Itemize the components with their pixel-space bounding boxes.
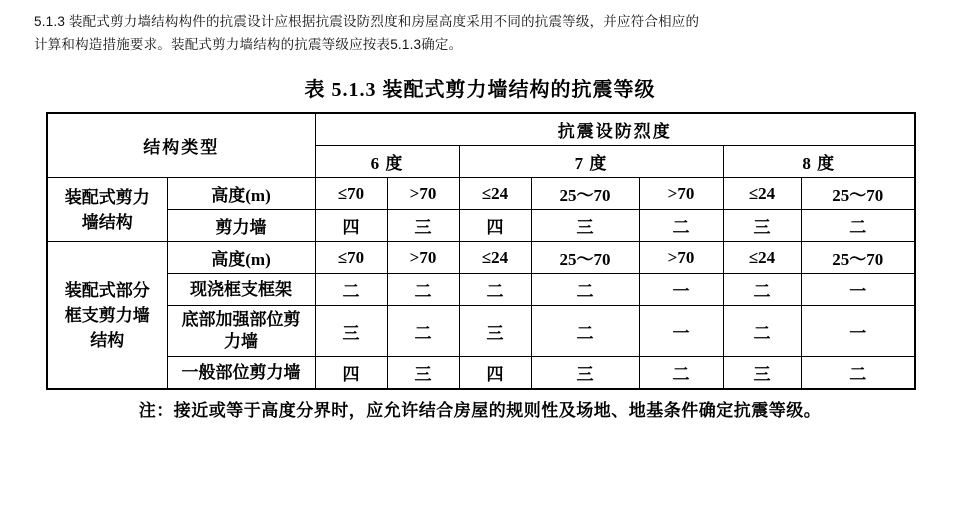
cell-value: 三 [315,306,387,357]
cell-value: 三 [723,357,801,390]
table-row [47,357,915,390]
cell-value: 25～70 [531,178,639,210]
cell-value: >70 [387,242,459,274]
cell-value: ≤24 [459,178,531,210]
cell-value: 二 [723,274,801,306]
clause-paragraph [0,0,960,56]
clause-line-2: 计算和构造措施要求。装配式剪力墙结构的抗震等级应按表5.1.3确定。 [34,37,463,52]
table-container [0,112,960,390]
cell-value: 二 [639,357,723,390]
header-intensity: 抗震设防烈度 [315,113,915,146]
cell-value: 25～70 [801,242,915,274]
table-row [47,242,915,274]
header-degree-6: 6 度 [315,146,459,178]
cell-value: 二 [387,274,459,306]
section-label-line-1: 装配式剪力 [64,187,150,207]
cell-value: 一 [639,274,723,306]
cell-value: 二 [531,274,639,306]
table-row [47,113,915,146]
cell-value: 二 [639,210,723,242]
cell-value: ≤24 [723,242,801,274]
table-row [47,306,915,357]
table-row [47,178,915,210]
row-label-height: 高度(m) [167,242,315,274]
header-structure-type: 结构类型 [47,113,315,178]
cell-value: >70 [387,178,459,210]
section-label-line-1: 装配式部分 [64,280,150,300]
cell-value: ≤24 [459,242,531,274]
cell-value: 二 [387,306,459,357]
cell-value: 二 [801,357,915,390]
cell-value: 四 [459,210,531,242]
cell-value: 25～70 [531,242,639,274]
row-label-shear-wall: 剪力墙 [167,210,315,242]
section-label-shear-wall [47,178,167,242]
row-label-line-2: 力墙 [224,332,258,351]
cell-value: 二 [801,210,915,242]
row-label-cast-in-situ-frame: 现浇框支框架 [167,274,315,306]
table-note: 注：接近或等于高度分界时，应允许结合房屋的规则性及场地、地基条件确定抗震等级。 [138,401,822,420]
section-label-line-2: 框支剪力墙 [64,305,150,325]
cell-value: 三 [459,306,531,357]
cell-value: 二 [315,274,387,306]
cell-value: >70 [639,178,723,210]
cell-value: 二 [459,274,531,306]
row-label-line-1: 底部加强部位剪 [181,310,301,329]
cell-value: 三 [531,210,639,242]
cell-value: 一 [801,274,915,306]
seismic-grade-table [46,112,916,390]
cell-value: 三 [387,357,459,390]
cell-value: ≤70 [315,178,387,210]
cell-value: 四 [459,357,531,390]
cell-value: 一 [801,306,915,357]
section-label-frame-supported [47,242,167,390]
header-degree-8: 8 度 [723,146,915,178]
header-degree-7: 7 度 [459,146,723,178]
cell-value: 25～70 [801,178,915,210]
cell-value: ≤70 [315,242,387,274]
cell-value: 二 [531,306,639,357]
clause-line-1: 5.1.3 装配式剪力墙结构构件的抗震设计应根据抗震设防烈度和房屋高度采用不同的抗震等级，并应符合相应的 [34,14,700,29]
table-row [47,274,915,306]
row-label-height: 高度(m) [167,178,315,210]
cell-value: 四 [315,210,387,242]
section-label-line-3: 结构 [90,330,125,350]
row-label-general-shear-wall: 一般部位剪力墙 [167,357,315,390]
section-label-line-2: 墙结构 [81,212,133,232]
table-caption: 表 5.1.3 装配式剪力墙结构的抗震等级 [304,79,656,101]
cell-value: ≤24 [723,178,801,210]
cell-value: >70 [639,242,723,274]
cell-value: 四 [315,357,387,390]
table-row [47,210,915,242]
cell-value: 一 [639,306,723,357]
cell-value: 三 [723,210,801,242]
cell-value: 三 [387,210,459,242]
row-label-strengthened-bottom [167,306,315,357]
cell-value: 三 [531,357,639,390]
cell-value: 二 [723,306,801,357]
